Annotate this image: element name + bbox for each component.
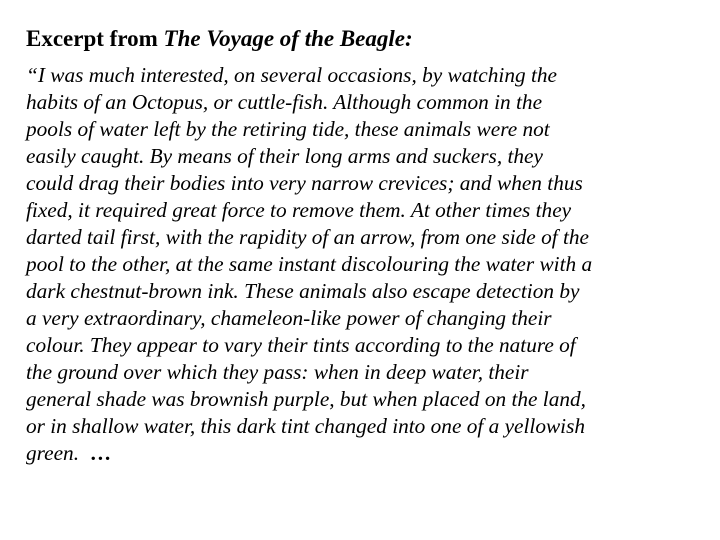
excerpt-heading — [26, 24, 706, 54]
excerpt-line: colour. They appear to vary their tints according to the nature of — [26, 333, 576, 357]
excerpt-line: fixed, it required great force to remove them. At other times they — [26, 198, 572, 222]
excerpt-line: the ground over which they pass: when in deep water, their — [26, 360, 529, 384]
heading-prefix: Excerpt from — [26, 26, 164, 51]
excerpt-line: pool to the other, at the same instant discolouring the water with a — [26, 252, 593, 276]
excerpt-line: pools of water left by the retiring tide, these animals were not — [26, 117, 550, 141]
excerpt-line: could drag their bodies into very narrow crevices; and when thus — [26, 171, 583, 195]
excerpt-line: “I was much interested, on several occasions, by watching the — [26, 63, 557, 87]
book-title: The Voyage of the Beagle: — [163, 26, 413, 51]
ellipsis: … — [89, 441, 111, 465]
excerpt-line: easily caught. By means of their long arms and suckers, they — [26, 144, 543, 168]
excerpt-line: habits of an Octopus, or cuttle-fish. Although common in the — [26, 90, 543, 114]
excerpt-line: general shade was brownish purple, but when placed on the land, — [26, 387, 586, 411]
excerpt-last-line — [26, 440, 706, 467]
excerpt-line: dark chestnut-brown ink. These animals also escape detection by — [26, 279, 580, 303]
document-page — [26, 24, 706, 467]
excerpt-line: or in shallow water, this dark tint changed into one of a yellowish — [26, 414, 586, 438]
last-line-text: green. — [26, 441, 90, 465]
excerpt-body — [26, 62, 706, 467]
excerpt-line: darted tail first, with the rapidity of an arrow, from one side of the — [26, 225, 589, 249]
excerpt-line: a very extraordinary, chameleon-like power of changing their — [26, 306, 552, 330]
